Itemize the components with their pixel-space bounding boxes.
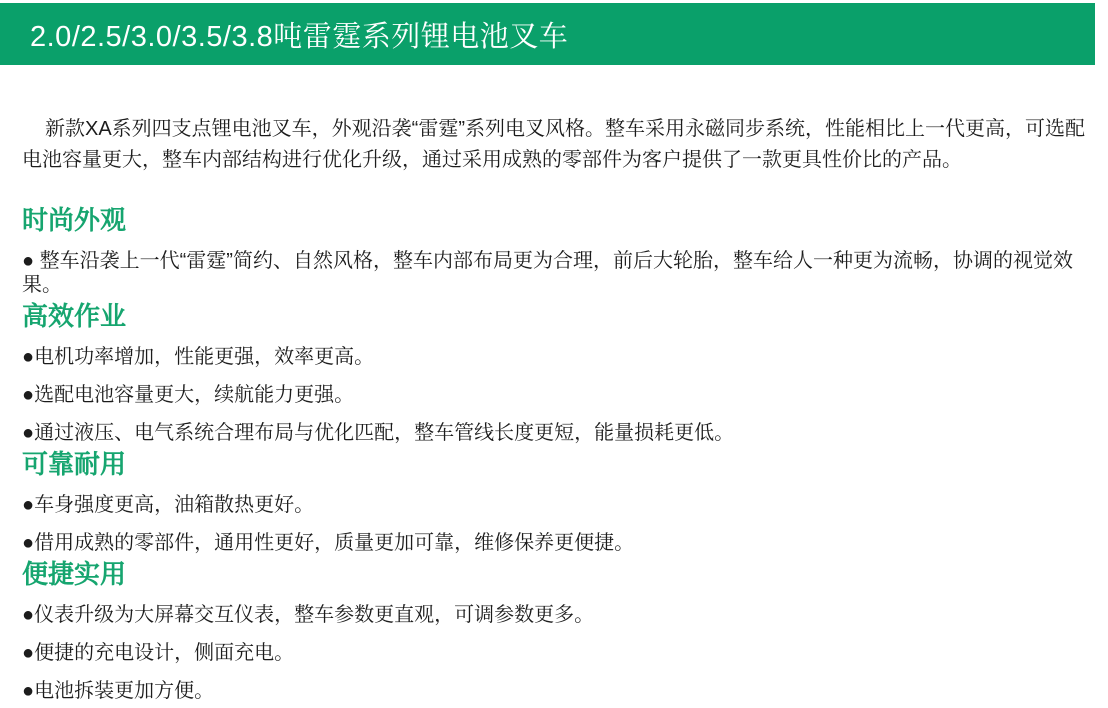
- section-heading-reliability: 可靠耐用: [22, 449, 127, 479]
- bullet-item: ●仪表升级为大屏幕交互仪表，整车参数更直观，可调参数更多。: [22, 604, 595, 626]
- bullet-item: ●电池拆装更加方便。: [22, 680, 215, 702]
- bullet-item: ●便捷的充电设计，侧面充电。: [22, 642, 295, 664]
- document-body: [22, 114, 1094, 703]
- bullet-item: ●车身强度更高，油箱散热更好。: [22, 494, 315, 516]
- bullet-item: ●通过液压、电气系统合理布局与优化匹配，整车管线长度更短，能量损耗更低。: [22, 422, 735, 444]
- bullet-item: ●借用成熟的零部件，通用性更好，质量更加可靠，维修保养更便捷。: [22, 532, 635, 554]
- title-banner: [0, 3, 1095, 65]
- bullet-item: ●电机功率增加，性能更强，效率更高。: [22, 346, 375, 368]
- section-heading-convenience: 便捷实用: [22, 559, 127, 589]
- bullet-item: ●选配电池容量更大，续航能力更强。: [22, 384, 355, 406]
- section-heading-efficiency: 高效作业: [22, 301, 127, 331]
- page-title: 2.0/2.5/3.0/3.5/3.8吨雷霆系列锂电池叉车: [30, 20, 569, 53]
- intro-paragraph: 新款XA系列四支点锂电池叉车，外观沿袭“雷霆”系列电叉风格。整车采用永磁同步系统，性能相比上一代更高，可选配电池容量更大，整车内部结构进行优化升级，通过采用成熟的零部件为客户提供了一款更具性价比的产品。: [22, 118, 1085, 171]
- bullet-item: ● 整车沿袭上一代“雷霆”简约、自然风格，整车内部布局更为合理，前后大轮胎，整车给人一种更为流畅，协调的视觉效果。: [22, 250, 1073, 296]
- section-heading-appearance: 时尚外观: [22, 205, 127, 235]
